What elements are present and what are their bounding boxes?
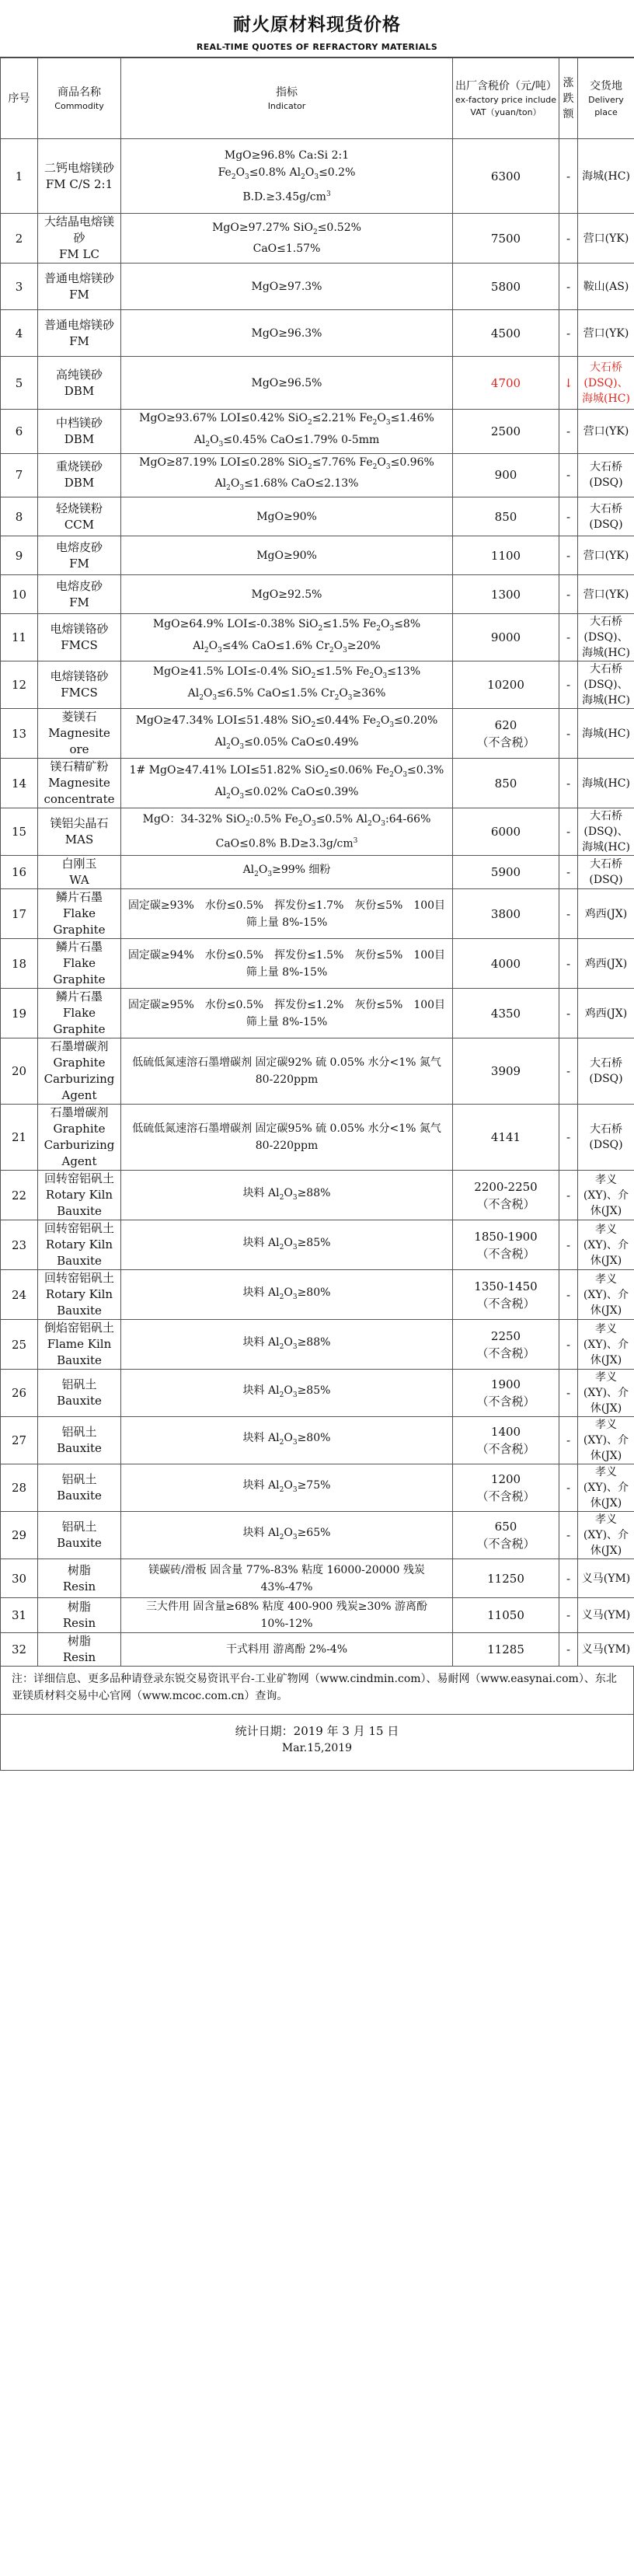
- commodity-name: 普通电熔镁砂 FM: [38, 310, 121, 357]
- table-row: [1, 264, 634, 310]
- delivery-place: 鸡西(JX): [578, 989, 634, 1038]
- commodity-name: 回转窑铝矾土 Rotary Kiln Bauxite: [38, 1171, 121, 1220]
- price-change: -: [559, 661, 578, 709]
- delivery-place: 大石桥(DSQ): [578, 453, 634, 497]
- commodity-name: 鳞片石墨 Flake Graphite: [38, 889, 121, 939]
- price-change: ↓: [559, 357, 578, 410]
- commodity-name: 树脂 Resin: [38, 1559, 121, 1598]
- price-value: 11250: [453, 1559, 559, 1598]
- delivery-place: 大石桥(DSQ): [578, 1105, 634, 1171]
- indicator-spec: 块料 $Al_2O_3\ge 80\%$: [121, 1270, 453, 1320]
- commodity-name: 鳞片石墨 Flake Graphite: [38, 989, 121, 1038]
- price-value: 1850-1900 （不含税）: [453, 1220, 559, 1270]
- row-number: 11: [1, 614, 38, 661]
- price-value: 5800: [453, 264, 559, 310]
- price-value: 7500: [453, 214, 559, 264]
- table-row: [1, 614, 634, 661]
- price-rows: [1, 139, 634, 1667]
- price-change: -: [559, 709, 578, 759]
- stat-date-en: Mar.15,2019: [281, 1742, 353, 1755]
- commodity-name: 石墨增碳剂 Graphite Carburizing Agent: [38, 1105, 121, 1171]
- row-number: 5: [1, 357, 38, 410]
- table-row: [1, 709, 634, 759]
- price-value: 1900 （不含税）: [453, 1370, 559, 1417]
- row-number: 4: [1, 310, 38, 357]
- price-change: -: [559, 1105, 578, 1171]
- price-value: 1300: [453, 575, 559, 614]
- table-row: [1, 1270, 634, 1320]
- price-change: -: [559, 939, 578, 989]
- delivery-place: 大石桥(DSQ): [578, 856, 634, 889]
- price-change: -: [559, 1598, 578, 1633]
- price-change: -: [559, 1038, 578, 1105]
- indicator-spec: MgO≥96.3%: [121, 310, 453, 357]
- indicator-spec: 低硫低氮速溶石墨增碳剂 固定碳92% 硫 0.05% 水分<1% 氮气 80-220ppm: [121, 1038, 453, 1105]
- commodity-name: 倒焰窑铝矾土 Flame Kiln Bauxite: [38, 1320, 121, 1370]
- commodity-name: 中档镁砂 DBM: [38, 410, 121, 454]
- price-value: 2200-2250 （不含税）: [453, 1171, 559, 1220]
- table-row: [1, 1320, 634, 1370]
- indicator-spec: MgO≥93.67% LOI≤0.42% SiO$_2$≤2.21% $Fe_2O_3\le 1.46\%$ $Al_2O_3\le 0.45\%$ CaO≤1.79% 0-5mm: [121, 410, 453, 454]
- price-value: 10200: [453, 661, 559, 709]
- table-row: [1, 1464, 634, 1512]
- delivery-place: 大石桥(DSQ): [578, 497, 634, 536]
- price-change: -: [559, 1220, 578, 1270]
- row-number: 9: [1, 536, 38, 575]
- col-header-commodity-cn: 商品名称: [57, 86, 101, 99]
- price-value: 4141: [453, 1105, 559, 1171]
- commodity-name: 二钙电熔镁砂 FM C/S 2:1: [38, 139, 121, 214]
- commodity-name: 镁铝尖晶石 MAS: [38, 808, 121, 856]
- price-change: -: [559, 1417, 578, 1464]
- indicator-spec: 块料 $Al_2O_3\ge 75\%$: [121, 1464, 453, 1512]
- row-number: 30: [1, 1559, 38, 1598]
- col-header-commodity: [38, 58, 121, 139]
- price-change: -: [559, 1171, 578, 1220]
- indicator-spec: MgO：34-32% SiO$_2$:0.5% $Fe_2O_3\le 0.5\%$ $Al_2O_3:64-66\%$ CaO≤0.8% $B.D\ge 3.3g/cm^3$: [121, 808, 453, 856]
- indicator-spec: 块料 $Al_2O_3\ge 85\%$: [121, 1220, 453, 1270]
- indicator-spec: MgO≥90%: [121, 497, 453, 536]
- col-header-indicator-en: Indicator: [267, 100, 306, 111]
- price-value: 3909: [453, 1038, 559, 1105]
- row-number: 2: [1, 214, 38, 264]
- delivery-place: 孝义(XY)、介休(JX): [578, 1417, 634, 1464]
- price-value: 5900: [453, 856, 559, 889]
- row-number: 31: [1, 1598, 38, 1633]
- price-change: -: [559, 1559, 578, 1598]
- row-number: 12: [1, 661, 38, 709]
- table-row: [1, 1559, 634, 1598]
- commodity-name: 铝矾土 Bauxite: [38, 1464, 121, 1512]
- commodity-name: 回转窑铝矾土 Rotary Kiln Bauxite: [38, 1220, 121, 1270]
- row-number: 7: [1, 453, 38, 497]
- table-row: [1, 989, 634, 1038]
- price-change: -: [559, 453, 578, 497]
- indicator-spec: MgO≥97.27% SiO$_2$≤0.52% CaO≤1.57%: [121, 214, 453, 264]
- commodity-name: 重烧镁砂 DBM: [38, 453, 121, 497]
- delivery-place: 大石桥(DSQ)、海城(HC): [578, 357, 634, 410]
- price-change: -: [559, 889, 578, 939]
- row-number: 10: [1, 575, 38, 614]
- price-value: 4700: [453, 357, 559, 410]
- delivery-place: 海城(HC): [578, 709, 634, 759]
- indicator-spec: MgO≥92.5%: [121, 575, 453, 614]
- table-row: [1, 1512, 634, 1559]
- price-value: 1100: [453, 536, 559, 575]
- delivery-place: 孝义(XY)、介休(JX): [578, 1171, 634, 1220]
- price-change: -: [559, 1370, 578, 1417]
- price-value: 4000: [453, 939, 559, 989]
- table-row: [1, 856, 634, 889]
- table-header-row: [1, 58, 634, 139]
- commodity-name: 电熔镁铬砂 FMCS: [38, 614, 121, 661]
- commodity-name: 铝矾土 Bauxite: [38, 1512, 121, 1559]
- col-header-commodity-en: Commodity: [54, 100, 104, 111]
- price-value: 3800: [453, 889, 559, 939]
- indicator-spec: MgO≥97.3%: [121, 264, 453, 310]
- delivery-place: 营口(YK): [578, 536, 634, 575]
- price-change: -: [559, 536, 578, 575]
- indicator-spec: MgO≥41.5% LOI≤-0.4% SiO$_2$≤1.5% $Fe_2O_3\le 13\%$ $Al_2O_3\le 6.5\%$ CaO≤1.5% $Cr_2O_3\ge 36\%$: [121, 661, 453, 709]
- commodity-name: 铝矾土 Bauxite: [38, 1370, 121, 1417]
- row-number: 21: [1, 1105, 38, 1171]
- price-value: 4350: [453, 989, 559, 1038]
- delivery-place: 鞍山(AS): [578, 264, 634, 310]
- delivery-place: 营口(YK): [578, 310, 634, 357]
- commodity-name: 镁石精矿粉 Magnesite concentrate: [38, 759, 121, 808]
- sheet-subtitle: REAL-TIME QUOTES OF REFRACTORY MATERIALS: [196, 42, 438, 52]
- price-value: 620 （不含税）: [453, 709, 559, 759]
- table-row: [1, 497, 634, 536]
- table-row: [1, 1417, 634, 1464]
- price-table: [0, 58, 634, 1667]
- table-row: [1, 1038, 634, 1105]
- indicator-spec: 三大件用 固含量≥68% 粘度 400-900 残炭≥30% 游离酚 10%-12%: [121, 1598, 453, 1633]
- row-number: 14: [1, 759, 38, 808]
- price-change: -: [559, 1464, 578, 1512]
- delivery-place: 大石桥(DSQ)、海城(HC): [578, 808, 634, 856]
- indicator-spec: MgO≥47.34% LOI≤51.48% SiO$_2$≤0.44% $Fe_2O_3\le 0.20\%$ $Al_2O_3\le 0.05\%$ CaO≤0.49%: [121, 709, 453, 759]
- price-change: -: [559, 497, 578, 536]
- row-number: 17: [1, 889, 38, 939]
- indicator-spec: 块料 $Al_2O_3\ge 85\%$: [121, 1370, 453, 1417]
- commodity-name: 白刚玉 WA: [38, 856, 121, 889]
- price-value: 2250 （不含税）: [453, 1320, 559, 1370]
- indicator-spec: $Al_2O_3\ge 99\%$ 细粉: [121, 856, 453, 889]
- indicator-spec: 块料 $Al_2O_3\ge 65\%$: [121, 1512, 453, 1559]
- delivery-place: 大石桥(DSQ): [578, 1038, 634, 1105]
- delivery-place: 营口(YK): [578, 575, 634, 614]
- indicator-spec: 块料 $Al_2O_3\ge 88\%$: [121, 1171, 453, 1220]
- price-change: -: [559, 1320, 578, 1370]
- delivery-place: 义马(YM): [578, 1598, 634, 1633]
- delivery-place: 孝义(XY)、介休(JX): [578, 1464, 634, 1512]
- price-value: 4500: [453, 310, 559, 357]
- row-number: 29: [1, 1512, 38, 1559]
- price-value: 1350-1450 （不含税）: [453, 1270, 559, 1320]
- price-value: 1200 （不含税）: [453, 1464, 559, 1512]
- table-row: [1, 808, 634, 856]
- price-value: 2500: [453, 410, 559, 454]
- footer-note: 注：详细信息、更多品种请登录东锐交易资讯平台-工业矿物网（www.cindmin.com）、易耐网（www.easynai.com）、东北亚镁质材料交易中心官网（www.mcoc.com.cn）查询。: [0, 1667, 634, 1715]
- price-value: 850: [453, 497, 559, 536]
- price-value: 850: [453, 759, 559, 808]
- col-header-change: 涨跌额: [559, 58, 578, 139]
- row-number: 26: [1, 1370, 38, 1417]
- sheet-title: 耐火原材料现货价格: [233, 15, 401, 35]
- commodity-name: 电熔皮砂 FM: [38, 575, 121, 614]
- delivery-place: 孝义(XY)、介休(JX): [578, 1320, 634, 1370]
- table-row: [1, 1633, 634, 1667]
- table-row: [1, 1220, 634, 1270]
- commodity-name: 树脂 Resin: [38, 1598, 121, 1633]
- sheet-header: [0, 0, 634, 58]
- col-header-indicator: [121, 58, 453, 139]
- price-change: -: [559, 139, 578, 214]
- table-row: [1, 357, 634, 410]
- row-number: 28: [1, 1464, 38, 1512]
- footer-date: [0, 1715, 634, 1771]
- commodity-name: 大结晶电熔镁砂 FM LC: [38, 214, 121, 264]
- indicator-spec: 块料 $Al_2O_3\ge 88\%$: [121, 1320, 453, 1370]
- price-change: -: [559, 759, 578, 808]
- col-header-price-cn: 出厂含税价（元/吨）: [455, 79, 557, 92]
- delivery-place: 孝义(XY)、介休(JX): [578, 1270, 634, 1320]
- indicator-spec: MgO≥90%: [121, 536, 453, 575]
- price-change: -: [559, 1512, 578, 1559]
- price-change: -: [559, 989, 578, 1038]
- table-row: [1, 139, 634, 214]
- indicator-spec: 干式料用 游离酚 2%-4%: [121, 1633, 453, 1667]
- delivery-place: 鸡西(JX): [578, 889, 634, 939]
- price-change: -: [559, 214, 578, 264]
- col-header-indicator-cn: 指标: [276, 86, 298, 99]
- delivery-place: 海城(HC): [578, 139, 634, 214]
- price-change: -: [559, 310, 578, 357]
- indicator-spec: MgO≥96.5%: [121, 357, 453, 410]
- table-row: [1, 453, 634, 497]
- stat-date-cn: 统计日期：2019 年 3 月 15 日: [235, 1724, 399, 1739]
- delivery-place: 义马(YM): [578, 1633, 634, 1667]
- table-row: [1, 759, 634, 808]
- price-change: -: [559, 575, 578, 614]
- delivery-place: 海城(HC): [578, 759, 634, 808]
- indicator-spec: MgO≥87.19% LOI≤0.28% SiO$_2$≤7.76% $Fe_2O_3\le 0.96\%$ $Al_2O_3\le 1.68\%$ CaO≤2.13%: [121, 453, 453, 497]
- price-value: 1400 （不含税）: [453, 1417, 559, 1464]
- col-header-delivery-cn: 交货地: [590, 79, 622, 92]
- price-change: -: [559, 1270, 578, 1320]
- delivery-place: 营口(YK): [578, 214, 634, 264]
- indicator-spec: 1# MgO≥47.41% LOI≤51.82% SiO$_2$≤0.06% $Fe_2O_3\le 0.3\%$ $Al_2O_3\le 0.02\%$ CaO≤0.39%: [121, 759, 453, 808]
- delivery-place: 孝义(XY)、介休(JX): [578, 1512, 634, 1559]
- table-row: [1, 536, 634, 575]
- commodity-name: 高纯镁砂 DBM: [38, 357, 121, 410]
- table-row: [1, 661, 634, 709]
- indicator-spec: 低硫低氮速溶石墨增碳剂 固定碳95% 硫 0.05% 水分<1% 氮气 80-220ppm: [121, 1105, 453, 1171]
- table-row: [1, 1598, 634, 1633]
- row-number: 20: [1, 1038, 38, 1105]
- col-header-no: 序号: [1, 58, 38, 139]
- row-number: 19: [1, 989, 38, 1038]
- price-change: -: [559, 410, 578, 454]
- table-row: [1, 1370, 634, 1417]
- row-number: 8: [1, 497, 38, 536]
- price-change: -: [559, 856, 578, 889]
- indicator-spec: 块料 $Al_2O_3\ge 80\%$: [121, 1417, 453, 1464]
- row-number: 3: [1, 264, 38, 310]
- col-header-delivery: [578, 58, 634, 139]
- row-number: 32: [1, 1633, 38, 1667]
- price-value: 900: [453, 453, 559, 497]
- commodity-name: 树脂 Resin: [38, 1633, 121, 1667]
- indicator-spec: MgO≥96.8% Ca:Si 2:1 $Fe_2O_3\le 0.8\%$ $Al_2O_3\le 0.2\%$ $B.D.\ge 3.45g/cm^3$: [121, 139, 453, 214]
- row-number: 1: [1, 139, 38, 214]
- commodity-name: 电熔皮砂 FM: [38, 536, 121, 575]
- table-row: [1, 575, 634, 614]
- table-row: [1, 1171, 634, 1220]
- indicator-spec: MgO≥64.9% LOI≤-0.38% SiO$_2$≤1.5% $Fe_2O_3\le 8\%$ $Al_2O_3\le 4\%$ CaO≤1.6% $Cr_2O_3\ge 20\%$: [121, 614, 453, 661]
- indicator-spec: 固定碳≥93% 水份≤0.5% 挥发份≤1.7% 灰份≤5% 100目筛上量 8%-15%: [121, 889, 453, 939]
- row-number: 15: [1, 808, 38, 856]
- price-value: 6000: [453, 808, 559, 856]
- price-value: 9000: [453, 614, 559, 661]
- delivery-place: 鸡西(JX): [578, 939, 634, 989]
- price-value: 11050: [453, 1598, 559, 1633]
- commodity-name: 普通电熔镁砂 FM: [38, 264, 121, 310]
- row-number: 13: [1, 709, 38, 759]
- commodity-name: 铝矾土 Bauxite: [38, 1417, 121, 1464]
- row-number: 16: [1, 856, 38, 889]
- indicator-spec: 镁碳砖/滑板 固含量 77%-83% 粘度 16000-20000 残炭 43%-47%: [121, 1559, 453, 1598]
- delivery-place: 营口(YK): [578, 410, 634, 454]
- price-change: -: [559, 264, 578, 310]
- commodity-name: 轻烧镁粉 CCM: [38, 497, 121, 536]
- indicator-spec: 固定碳≥94% 水份≤0.5% 挥发份≤1.5% 灰份≤5% 100目筛上量 8%-15%: [121, 939, 453, 989]
- delivery-place: 大石桥(DSQ)、海城(HC): [578, 614, 634, 661]
- table-row: [1, 939, 634, 989]
- table-row: [1, 1105, 634, 1171]
- col-header-price: [453, 58, 559, 139]
- price-value: 650 （不含税）: [453, 1512, 559, 1559]
- table-row: [1, 214, 634, 264]
- row-number: 22: [1, 1171, 38, 1220]
- price-value: 6300: [453, 139, 559, 214]
- table-row: [1, 889, 634, 939]
- delivery-place: 义马(YM): [578, 1559, 634, 1598]
- price-change: -: [559, 1633, 578, 1667]
- commodity-name: 石墨增碳剂 Graphite Carburizing Agent: [38, 1038, 121, 1105]
- commodity-name: 鳞片石墨 Flake Graphite: [38, 939, 121, 989]
- table-row: [1, 410, 634, 454]
- price-value: 11285: [453, 1633, 559, 1667]
- row-number: 24: [1, 1270, 38, 1320]
- table-row: [1, 310, 634, 357]
- row-number: 23: [1, 1220, 38, 1270]
- row-number: 27: [1, 1417, 38, 1464]
- row-number: 18: [1, 939, 38, 989]
- col-header-price-en: ex-factory price include VAT（yuan/ton）: [455, 94, 557, 117]
- commodity-name: 回转窑铝矾土 Rotary Kiln Bauxite: [38, 1270, 121, 1320]
- row-number: 25: [1, 1320, 38, 1370]
- price-change: -: [559, 614, 578, 661]
- commodity-name: 电熔镁铬砂 FMCS: [38, 661, 121, 709]
- delivery-place: 孝义(XY)、介休(JX): [578, 1220, 634, 1270]
- delivery-place: 孝义(XY)、介休(JX): [578, 1370, 634, 1417]
- row-number: 6: [1, 410, 38, 454]
- col-header-delivery-en: Delivery place: [588, 94, 624, 117]
- commodity-name: 菱镁石 Magnesite ore: [38, 709, 121, 759]
- delivery-place: 大石桥(DSQ)、海城(HC): [578, 661, 634, 709]
- indicator-spec: 固定碳≥95% 水份≤0.5% 挥发份≤1.2% 灰份≤5% 100目筛上量 8%-15%: [121, 989, 453, 1038]
- price-change: -: [559, 808, 578, 856]
